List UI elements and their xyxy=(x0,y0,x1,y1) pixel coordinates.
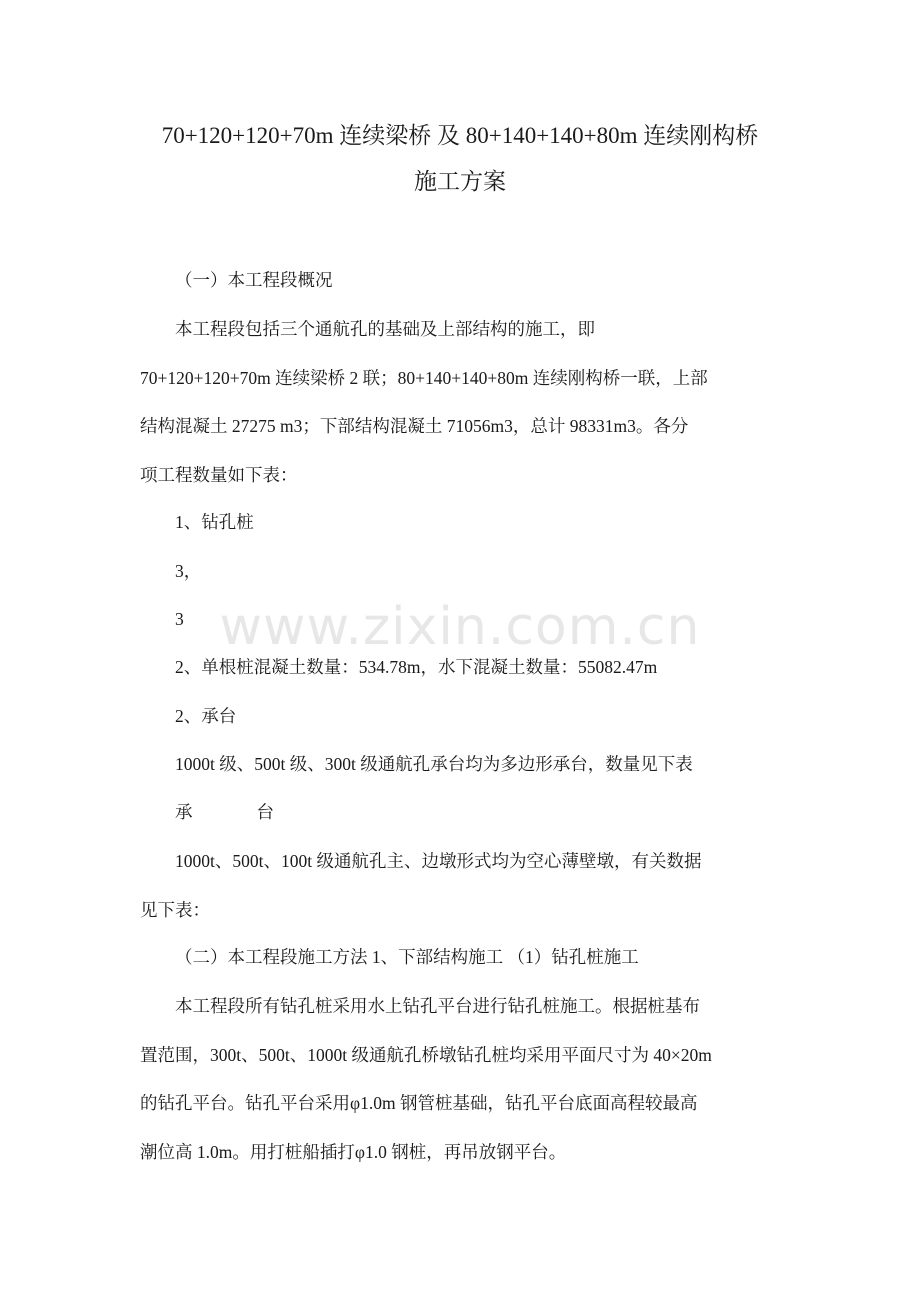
table-label-char-1: 承 xyxy=(175,802,193,822)
paragraph-pile-cap: 1000t 级、500t 级、300t 级通航孔承台均为多边形承台，数量见下表 xyxy=(175,754,693,774)
item-3-comma: 3， xyxy=(175,561,202,581)
platform-line-2: 置范围，300t、500t、1000t 级通航孔桥墩钻孔桩均采用平面尺寸为 40×20m xyxy=(140,1044,712,1065)
platform-line-4: 潮位高 1.0m。用打桩船插打φ1.0 钢桩，再吊放钢平台。 xyxy=(140,1141,567,1162)
overview-line-3: 结构混凝土 27275 m3；下部结构混凝土 71056m3，总计 98331m3。各分 xyxy=(140,416,689,436)
title-line-1: 70+120+120+70m 连续梁桥 及 80+140+140+80m 连续刚构桥 xyxy=(161,123,759,148)
paragraph-piers xyxy=(140,837,785,934)
table-label xyxy=(140,788,785,837)
item-pile-cap: 2、承台 xyxy=(175,706,237,726)
item-drilled-piles: 1、钻孔桩 xyxy=(175,512,254,532)
item-3: 3 xyxy=(175,609,184,629)
watermark: www.zixin.com.cn xyxy=(219,597,701,657)
title-line-2: 施工方案 xyxy=(414,169,506,194)
piers-line-2: 见下表： xyxy=(140,899,210,920)
section-2-heading: （二）本工程段施工方法 1、下部结构施工 （1）钻孔桩施工 xyxy=(175,947,639,967)
document-title xyxy=(0,113,920,205)
piers-line-1: 1000t、500t、100t 级通航孔主、边墩形式均为空心薄壁墩，有关数据 xyxy=(175,851,702,871)
overview-line-4: 项工程数量如下表： xyxy=(140,464,298,485)
paragraph-drilling-platform xyxy=(140,982,785,1176)
item-pile-concrete: 2、单根桩混凝土数量：534.78m，水下混凝土数量：55082.47m xyxy=(175,657,658,677)
platform-line-3: 的钻孔平台。钻孔平台采用φ1.0m 钢管桩基础，钻孔平台底面高程较最高 xyxy=(140,1093,698,1113)
overview-line-2: 70+120+120+70m 连续梁桥 2 联；80+140+140+80m 连续刚构桥一联，上部 xyxy=(140,367,708,388)
overview-line-1: 本工程段包括三个通航孔的基础及上部结构的施工，即 xyxy=(175,319,595,339)
table-label-char-2: 台 xyxy=(256,802,274,822)
section-1-heading: （一）本工程段概况 xyxy=(175,270,333,290)
paragraph-overview xyxy=(140,305,785,499)
platform-line-1: 本工程段所有钻孔桩采用水上钻孔平台进行钻孔桩施工。根据桩基布 xyxy=(175,996,700,1016)
